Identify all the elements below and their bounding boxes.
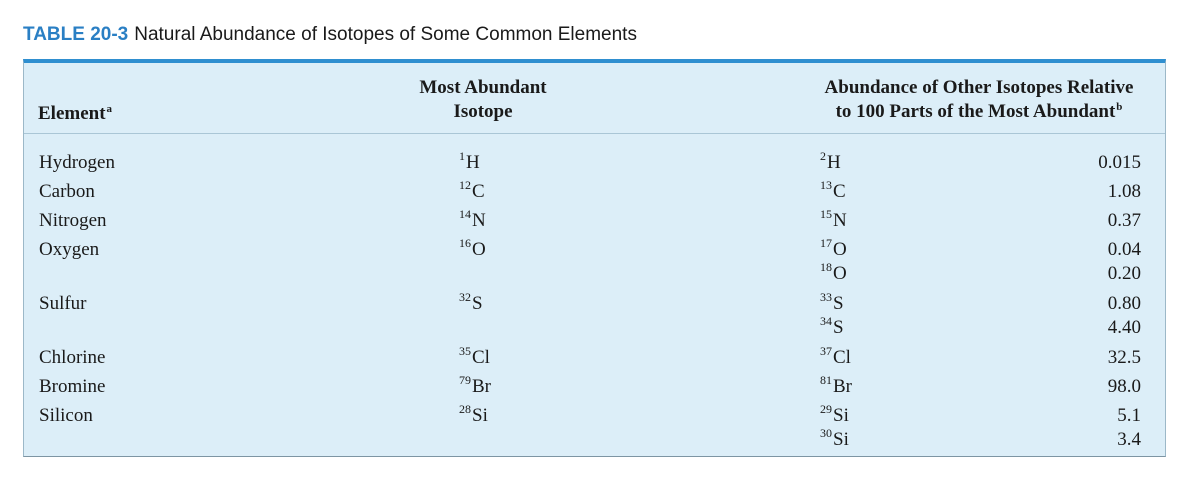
most-abundant-isotope: $^{14}$N xyxy=(459,207,486,231)
other-isotope: $^{18}$O xyxy=(820,260,847,284)
other-isotope: $^{81}$Br xyxy=(820,373,852,397)
other-isotope: $^{15}$N xyxy=(820,207,847,231)
other-isotope: $^2$H xyxy=(820,149,841,173)
relative-abundance: 0.04 xyxy=(1107,239,1141,260)
relative-abundance: 1.08 xyxy=(1107,181,1141,202)
most-abundant-isotope: $^{12}$C xyxy=(459,178,485,202)
header-element-label: Element xyxy=(38,103,106,124)
element-name: Hydrogen xyxy=(39,152,115,173)
footnote-marker-b: b xyxy=(1116,101,1123,113)
other-isotope: $^{34}$S xyxy=(820,314,844,338)
other-isotope: $^{13}$C xyxy=(820,178,846,202)
header-other-line1: Abundance of Other Isotopes Relative xyxy=(824,77,1134,98)
relative-abundance: 3.4 xyxy=(1117,429,1141,450)
header-other-line2: to 100 Parts of the Most Abundant$^b$ xyxy=(835,101,1123,122)
table-number: TABLE 20-3 xyxy=(23,24,129,45)
element-name: Oxygen xyxy=(39,239,100,260)
header-element xyxy=(38,102,112,128)
relative-abundance: 0.80 xyxy=(1107,293,1141,314)
most-abundant-isotope: $^{35}$Cl xyxy=(459,344,490,368)
relative-abundance: 98.0 xyxy=(1107,376,1141,397)
other-isotope: $^{29}$Si xyxy=(820,402,849,426)
other-isotope: $^{17}$O xyxy=(820,236,847,260)
relative-abundance: 0.20 xyxy=(1107,263,1141,284)
table-caption xyxy=(23,24,637,46)
element-name: Chlorine xyxy=(39,347,106,368)
other-isotope: $^{30}$Si xyxy=(820,426,849,450)
element-name: Bromine xyxy=(39,376,106,397)
other-isotope: $^{33}$S xyxy=(820,290,844,314)
most-abundant-isotope: $^{16}$O xyxy=(459,236,486,260)
header-other-isotopes xyxy=(794,76,1164,126)
relative-abundance: 5.1 xyxy=(1117,405,1141,426)
most-abundant-isotope: $^{28}$Si xyxy=(459,402,488,426)
most-abundant-isotope: $^1$H xyxy=(459,149,480,173)
header-most-abundant-line1: Most Abundant xyxy=(419,77,547,98)
element-name: Sulfur xyxy=(39,293,87,314)
relative-abundance: 4.40 xyxy=(1107,317,1141,338)
element-name: Carbon xyxy=(39,181,95,202)
header-most-abundant-line2: Isotope xyxy=(453,101,513,122)
most-abundant-isotope: $^{79}$Br xyxy=(459,373,491,397)
table-title: Natural Abundance of Isotopes of Some Common Elements xyxy=(134,24,637,45)
header-most-abundant xyxy=(408,76,558,124)
most-abundant-isotope: $^{32}$S xyxy=(459,290,483,314)
relative-abundance: 0.015 xyxy=(1098,152,1141,173)
relative-abundance: 0.37 xyxy=(1107,210,1141,231)
header-divider xyxy=(24,133,1165,134)
isotope-table xyxy=(23,59,1166,457)
other-isotope: $^{37}$Cl xyxy=(820,344,851,368)
element-name: Silicon xyxy=(39,405,93,426)
element-name: Nitrogen xyxy=(39,210,107,231)
relative-abundance: 32.5 xyxy=(1107,347,1141,368)
footnote-marker-a: a xyxy=(106,103,113,115)
